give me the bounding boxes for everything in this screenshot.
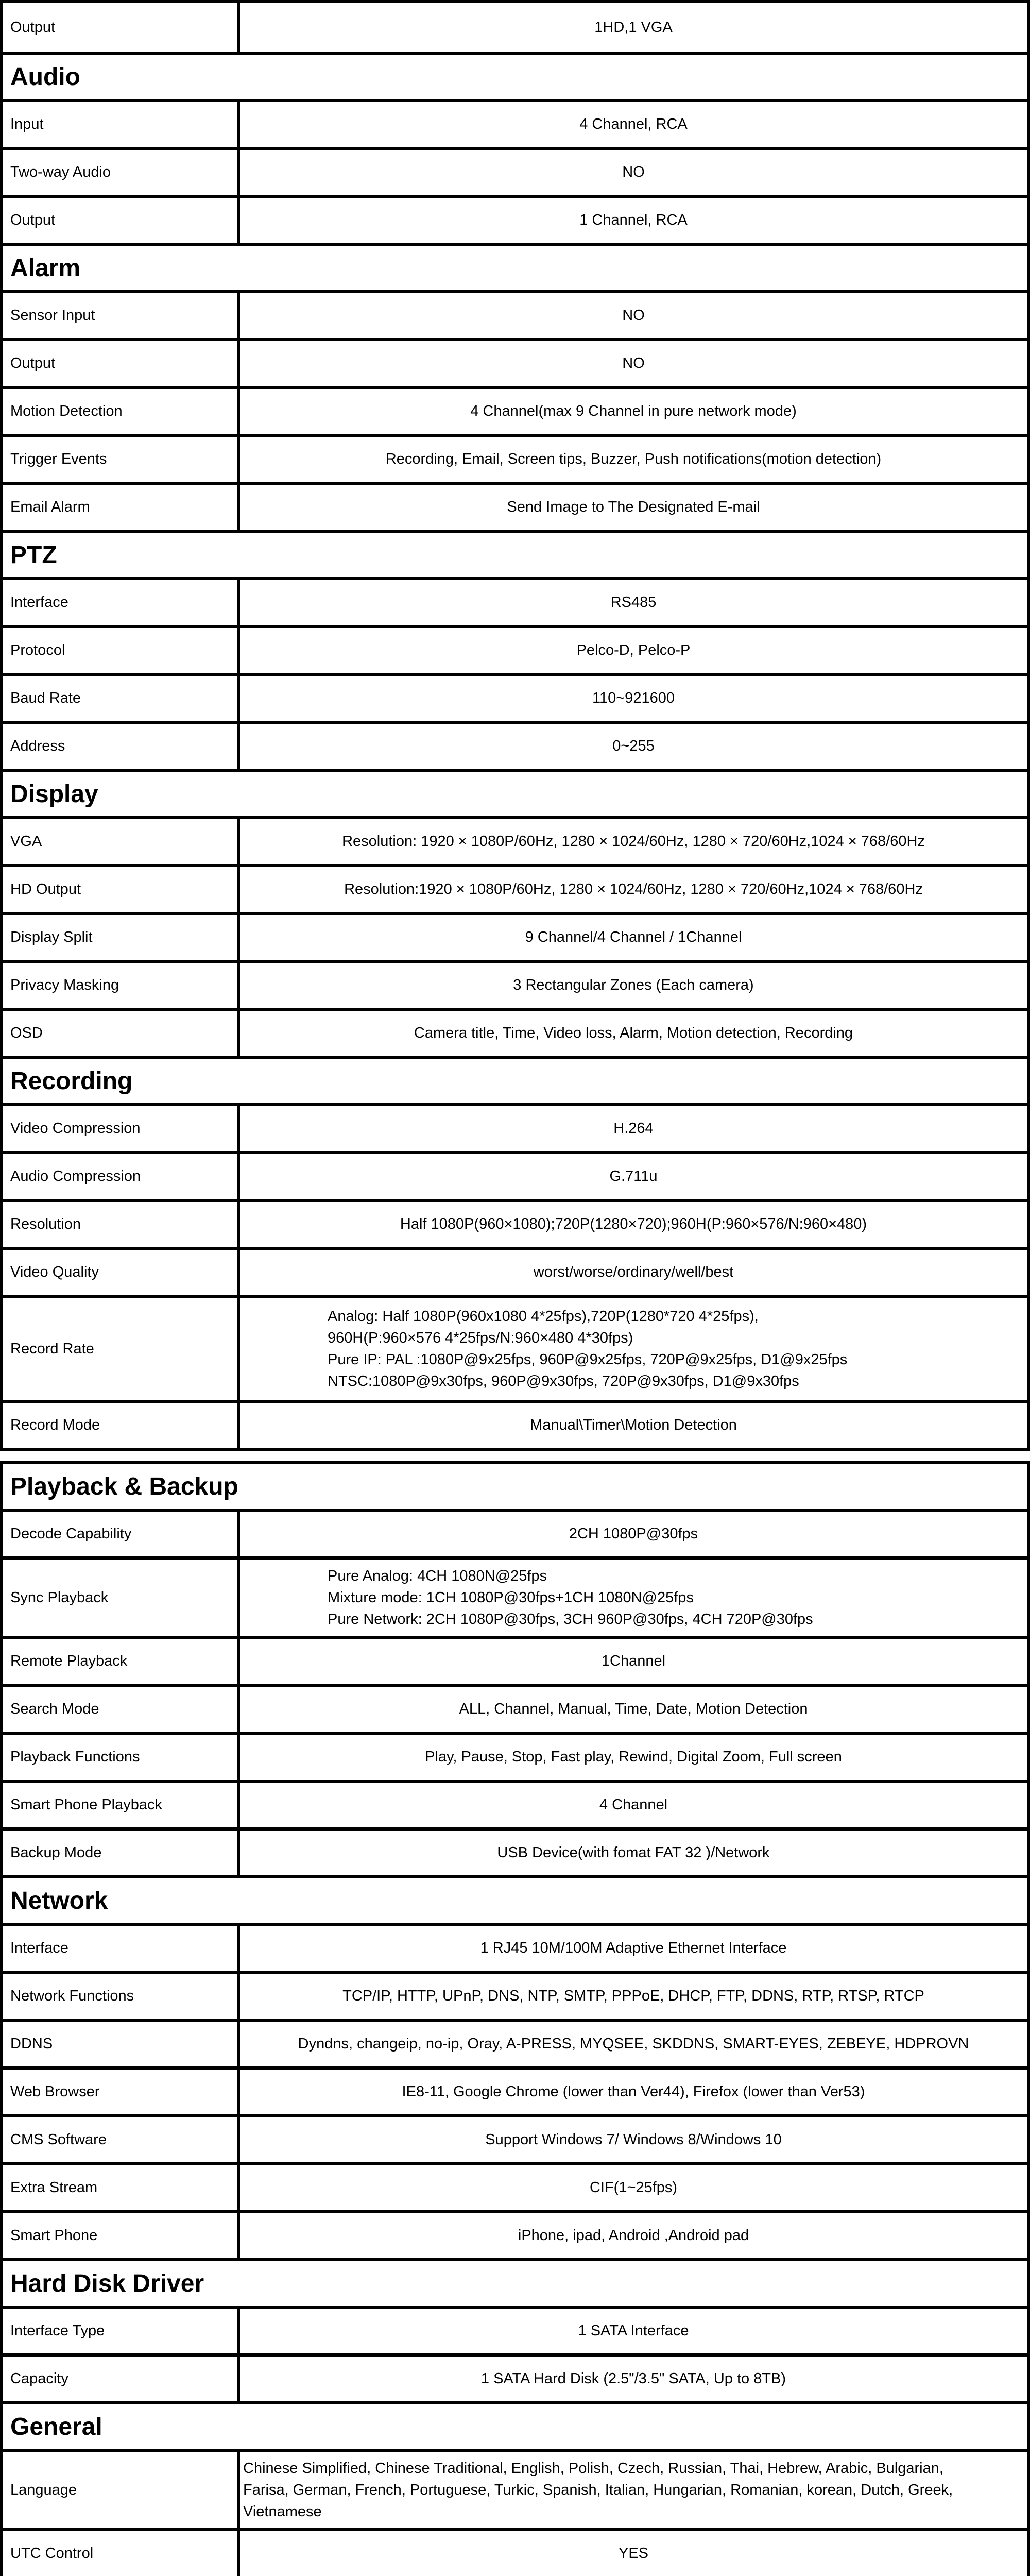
spec-value-line: YES <box>618 2545 649 2562</box>
spec-row-network-extra-stream <box>2 2164 1028 2212</box>
spec-row-alarm-trigger-events <box>2 435 1028 483</box>
section-title: Hard Disk Driver <box>2 2260 1028 2307</box>
spec-row-display-vga <box>2 818 1028 866</box>
spec-value-line: Recording, Email, Screen tips, Buzzer, Push notifications(motion detection) <box>385 451 882 467</box>
spec-value <box>238 1248 1028 1296</box>
spec-label: Motion Detection <box>2 387 238 435</box>
spec-label: Playback Functions <box>2 1733 238 1781</box>
spec-value <box>238 2116 1028 2164</box>
spec-row-playback-backup-remote-playback <box>2 1637 1028 1685</box>
spec-value-line: 4 Channel, RCA <box>579 116 688 132</box>
spec-row-network-interface <box>2 1924 1028 1972</box>
spec-value <box>238 1200 1028 1248</box>
spec-value <box>238 1829 1028 1877</box>
section-header-playback-backup <box>2 1463 1028 1510</box>
spec-label: Decode Capability <box>2 1510 238 1558</box>
spec-row-output-top <box>2 2 1028 53</box>
spec-value-line: G.711u <box>609 1168 658 1184</box>
spec-row-recording-record-mode <box>2 1401 1028 1449</box>
spec-value-line: Farisa, German, French, Portuguese, Turkic, Spanish, Italian, Hungarian, Romanian, korean, Dutch, Greek, <box>243 2482 953 2498</box>
spec-row-audio-output <box>2 196 1028 244</box>
spec-value <box>238 866 1028 913</box>
section-header-ptz <box>2 531 1028 579</box>
spec-value-line: Pure Network: 2CH 1080P@30fps, 3CH 960P@30fps, 4CH 720P@30fps <box>328 1611 813 1628</box>
spec-table-2 <box>0 1461 1030 2576</box>
spec-label: Interface <box>2 1924 238 1972</box>
spec-value <box>238 1924 1028 1972</box>
spec-value <box>238 292 1028 340</box>
spec-value <box>238 2450 1028 2530</box>
spec-label: Resolution <box>2 1200 238 1248</box>
spec-value-line: 1 SATA Hard Disk (2.5"/3.5" SATA, Up to 8TB) <box>480 2370 786 2387</box>
spec-row-network-cms-software <box>2 2116 1028 2164</box>
spec-label: Search Mode <box>2 1685 238 1733</box>
spec-value-line: iPhone, ipad, Android ,Android pad <box>518 2227 749 2244</box>
spec-value-line: Vietnamese <box>243 2503 322 2520</box>
spec-value <box>238 1510 1028 1558</box>
spec-value-line: NO <box>622 355 645 371</box>
spec-row-display-osd <box>2 1009 1028 1057</box>
section-header-recording <box>2 1057 1028 1105</box>
spec-value-line: Analog: Half 1080P(960x1080 4*25fps),720P(1280*720 4*25fps), <box>328 1308 759 1325</box>
section-header-display <box>2 770 1028 818</box>
spec-value-line: H.264 <box>613 1120 654 1137</box>
spec-row-display-hd-output <box>2 866 1028 913</box>
spec-label: Interface <box>2 579 238 626</box>
spec-label: Sensor Input <box>2 292 238 340</box>
spec-row-alarm-motion-detection <box>2 387 1028 435</box>
spec-value <box>238 1781 1028 1829</box>
spec-value-line: Mixture mode: 1CH 1080P@30fps+1CH 1080N@25fps <box>328 1589 694 1606</box>
spec-label: Record Rate <box>2 1296 238 1401</box>
spec-value <box>238 1401 1028 1449</box>
spec-value-line: Dyndns, changeip, no-ip, Oray, A-PRESS, MYQSEE, SKDDNS, SMART-EYES, ZEBEYE, HDPROVN <box>298 2036 969 2052</box>
section-header-general <box>2 2403 1028 2450</box>
spec-value <box>238 1558 1028 1637</box>
spec-value <box>238 2355 1028 2403</box>
spec-value <box>238 818 1028 866</box>
spec-value <box>238 2530 1028 2576</box>
spec-value-line: Manual\Timer\Motion Detection <box>530 1417 737 1433</box>
spec-value <box>238 579 1028 626</box>
spec-row-alarm-sensor-input <box>2 292 1028 340</box>
spec-row-hard-disk-driver-capacity <box>2 2355 1028 2403</box>
spec-row-network-ddns <box>2 2020 1028 2068</box>
spec-value-line: TCP/IP, HTTP, UPnP, DNS, NTP, SMTP, PPPoE, DHCP, FTP, DDNS, RTP, RTSP, RTCP <box>342 1988 924 2004</box>
spec-row-ptz-interface <box>2 579 1028 626</box>
spec-row-display-privacy-masking <box>2 961 1028 1009</box>
spec-label: Protocol <box>2 626 238 674</box>
section-title: Alarm <box>2 244 1028 292</box>
spec-label: Audio Compression <box>2 1153 238 1200</box>
spec-label: Output <box>2 2 238 53</box>
spec-label: Backup Mode <box>2 1829 238 1877</box>
section-title: Playback & Backup <box>2 1463 1028 1510</box>
spec-row-recording-resolution <box>2 1200 1028 1248</box>
spec-value <box>238 1685 1028 1733</box>
spec-row-network-network-functions <box>2 1972 1028 2020</box>
spec-value <box>238 2164 1028 2212</box>
section-header-hard-disk-driver <box>2 2260 1028 2307</box>
spec-row-general-utc-control <box>2 2530 1028 2576</box>
spec-row-recording-record-rate <box>2 1296 1028 1401</box>
spec-row-ptz-protocol <box>2 626 1028 674</box>
spec-value-line: 9 Channel/4 Channel / 1Channel <box>525 929 742 945</box>
spec-value-line: worst/worse/ordinary/well/best <box>533 1264 734 1280</box>
spec-row-playback-backup-smart-phone-playback <box>2 1781 1028 1829</box>
section-title: Audio <box>2 53 1028 100</box>
spec-label: Web Browser <box>2 2068 238 2116</box>
spec-row-audio-two-way-audio <box>2 148 1028 196</box>
spec-label: Extra Stream <box>2 2164 238 2212</box>
spec-value <box>238 2212 1028 2260</box>
spec-value-line: Half 1080P(960×1080);720P(1280×720);960H(P:960×576/N:960×480) <box>400 1216 867 1232</box>
spec-value-line: RS485 <box>610 594 657 611</box>
spec-label: Record Mode <box>2 1401 238 1449</box>
spec-value-line: 4 Channel <box>599 1797 668 1813</box>
section-title: General <box>2 2403 1028 2450</box>
spec-row-playback-backup-backup-mode <box>2 1829 1028 1877</box>
spec-value-line: Pure IP: PAL :1080P@9x25fps, 960P@9x25fps, 720P@9x25fps, D1@9x25fps <box>328 1351 848 1368</box>
spec-value-line: 1Channel <box>601 1653 666 1669</box>
spec-label: Privacy Masking <box>2 961 238 1009</box>
spec-value-line: Camera title, Time, Video loss, Alarm, Motion detection, Recording <box>414 1025 853 1041</box>
spec-row-alarm-email-alarm <box>2 483 1028 531</box>
spec-label: Language <box>2 2450 238 2530</box>
section-header-alarm <box>2 244 1028 292</box>
spec-value-line: USB Device(with fomat FAT 32 )/Network <box>497 1844 770 1861</box>
spec-row-playback-backup-sync-playback <box>2 1558 1028 1637</box>
spec-row-network-smart-phone <box>2 2212 1028 2260</box>
spec-value <box>238 1105 1028 1153</box>
spec-value <box>238 913 1028 961</box>
spec-label: Address <box>2 722 238 770</box>
spec-value-line: 110~921600 <box>592 690 675 706</box>
spec-row-alarm-output <box>2 340 1028 387</box>
spec-label: UTC Control <box>2 2530 238 2576</box>
spec-row-general-language <box>2 2450 1028 2530</box>
spec-value-line: 1 RJ45 10M/100M Adaptive Ethernet Interface <box>480 1940 787 1956</box>
spec-value: 1HD,1 VGA <box>238 2 1028 53</box>
spec-value-line: NTSC:1080P@9x30fps, 960P@9x30fps, 720P@9x30fps, D1@9x30fps <box>328 1373 799 1389</box>
spec-label: HD Output <box>2 866 238 913</box>
spec-value <box>238 2020 1028 2068</box>
spec-value <box>238 196 1028 244</box>
spec-row-playback-backup-decode-capability <box>2 1510 1028 1558</box>
spec-value <box>238 1733 1028 1781</box>
section-title: Network <box>2 1877 1028 1924</box>
spec-value-line: ALL, Channel, Manual, Time, Date, Motion Detection <box>459 1701 808 1717</box>
spec-value-line: CIF(1~25fps) <box>589 2179 678 2196</box>
spec-value <box>238 148 1028 196</box>
spec-row-recording-audio-compression <box>2 1153 1028 1200</box>
spec-label: Smart Phone Playback <box>2 1781 238 1829</box>
spec-value-line: NO <box>622 307 645 324</box>
spec-value-line: 2CH 1080P@30fps <box>569 1526 698 1542</box>
spec-row-recording-video-compression <box>2 1105 1028 1153</box>
spec-label: Sync Playback <box>2 1558 238 1637</box>
spec-label: DDNS <box>2 2020 238 2068</box>
spec-label: Input <box>2 100 238 148</box>
spec-value-line: Send Image to The Designated E-mail <box>507 499 760 515</box>
spec-value <box>238 340 1028 387</box>
spec-row-recording-video-quality <box>2 1248 1028 1296</box>
spec-row-network-web-browser <box>2 2068 1028 2116</box>
spec-value-line: Resolution: 1920 × 1080P/60Hz, 1280 × 1024/60Hz, 1280 × 720/60Hz,1024 × 768/60Hz <box>342 833 925 850</box>
spec-label: Display Split <box>2 913 238 961</box>
spec-label: Network Functions <box>2 1972 238 2020</box>
spec-value-line: Play, Pause, Stop, Fast play, Rewind, Digital Zoom, Full screen <box>425 1749 842 1765</box>
spec-value-line: Pure Analog: 4CH 1080N@25fps <box>328 1568 547 1584</box>
spec-row-audio-input <box>2 100 1028 148</box>
spec-label: Interface Type <box>2 2307 238 2355</box>
section-header-audio <box>2 53 1028 100</box>
spec-value <box>238 1153 1028 1200</box>
spec-value <box>238 435 1028 483</box>
spec-value-line: 4 Channel(max 9 Channel in pure network mode) <box>470 403 797 419</box>
spec-value <box>238 100 1028 148</box>
spec-value-line: 960H(P:960×576 4*25fps/N:960×480 4*30fps) <box>328 1330 633 1346</box>
spec-label: OSD <box>2 1009 238 1057</box>
spec-value-line: 3 Rectangular Zones (Each camera) <box>513 977 754 993</box>
spec-row-playback-backup-playback-functions <box>2 1733 1028 1781</box>
spec-value-line: Pelco-D, Pelco-P <box>576 642 691 658</box>
spec-value <box>238 483 1028 531</box>
spec-value-line: Chinese Simplified, Chinese Traditional, English, Polish, Czech, Russian, Thai, Hebrew, Arabic, Bulgarian, <box>243 2460 943 2477</box>
spec-row-playback-backup-search-mode <box>2 1685 1028 1733</box>
spec-value <box>238 1637 1028 1685</box>
spec-value <box>238 674 1028 722</box>
spec-value-line: Support Windows 7/ Windows 8/Windows 10 <box>485 2131 782 2148</box>
spec-value-line: NO <box>622 164 645 180</box>
spec-label: Video Quality <box>2 1248 238 1296</box>
spec-label: Smart Phone <box>2 2212 238 2260</box>
spec-row-ptz-address <box>2 722 1028 770</box>
spec-value <box>238 2307 1028 2355</box>
spec-row-hard-disk-driver-interface-type <box>2 2307 1028 2355</box>
spec-value <box>238 387 1028 435</box>
spec-value-line: 1 SATA Interface <box>578 2323 689 2339</box>
spec-label: Output <box>2 196 238 244</box>
spec-value <box>238 2068 1028 2116</box>
spec-value <box>238 1009 1028 1057</box>
spec-value <box>238 961 1028 1009</box>
spec-label: CMS Software <box>2 2116 238 2164</box>
spec-label: Trigger Events <box>2 435 238 483</box>
section-title: Recording <box>2 1057 1028 1105</box>
spec-value <box>238 1296 1028 1401</box>
spec-label: Output <box>2 340 238 387</box>
spec-label: Video Compression <box>2 1105 238 1153</box>
section-header-network <box>2 1877 1028 1924</box>
spec-value-line: 1 Channel, RCA <box>579 212 688 228</box>
section-title: PTZ <box>2 531 1028 579</box>
spec-label: Baud Rate <box>2 674 238 722</box>
spec-row-display-display-split <box>2 913 1028 961</box>
spec-label: Capacity <box>2 2355 238 2403</box>
spec-label: Remote Playback <box>2 1637 238 1685</box>
spec-label: Two-way Audio <box>2 148 238 196</box>
section-title: Display <box>2 770 1028 818</box>
spec-value <box>238 1972 1028 2020</box>
spec-value <box>238 626 1028 674</box>
spec-label: Email Alarm <box>2 483 238 531</box>
spec-value-line: 0~255 <box>612 738 655 754</box>
spec-row-ptz-baud-rate <box>2 674 1028 722</box>
spec-value-line: Resolution:1920 × 1080P/60Hz, 1280 × 1024/60Hz, 1280 × 720/60Hz,1024 × 768/60Hz <box>344 881 923 897</box>
spec-label: VGA <box>2 818 238 866</box>
spec-value-line: IE8-11, Google Chrome (lower than Ver44), Firefox (lower than Ver53) <box>402 2083 865 2100</box>
spec-value <box>238 722 1028 770</box>
